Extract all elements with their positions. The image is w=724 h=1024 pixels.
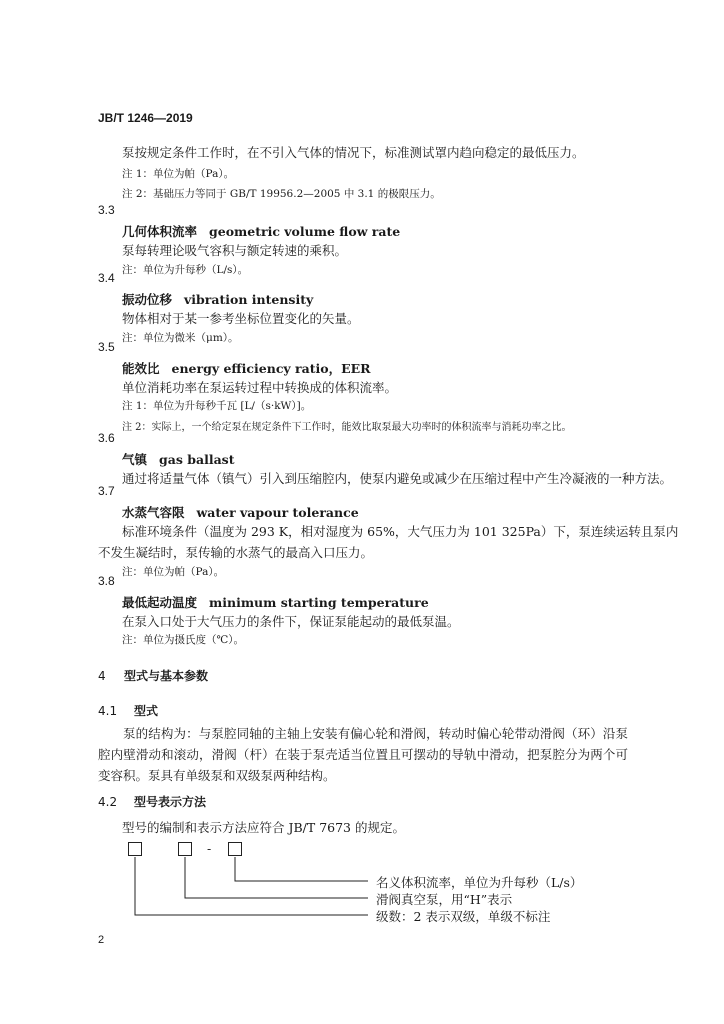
term-definition-continued: 不发生凝结时，泵传输的水蒸气的最高入口压力。 (98, 545, 374, 560)
term-en: energy efficiency ratio，EER (171, 361, 371, 376)
continuation-text: 泵按规定条件工作时，在不引入气体的情况下，标准测试罩内趋向稳定的最低压力。 (122, 145, 585, 160)
term-definition: 标准环境条件（温度为 293 K，相对湿度为 65%，大气压力为 101 325Pa）下，泵连续运转且泵内 (122, 524, 679, 539)
term-number: 3.8 (98, 574, 115, 588)
term-zh: 几何体积流率 (122, 224, 198, 239)
term-en: geometric volume flow rate (209, 224, 401, 239)
connector-flow-rate (235, 857, 368, 881)
term-number: 3.3 (98, 203, 115, 217)
term-definition: 泵每转理论吸气容积与额定转速的乘积。 (122, 243, 348, 258)
term-en: minimum starting temperature (209, 595, 429, 610)
section-title: 型号表示方法 (134, 795, 207, 809)
diagram-label-type: 滑阀真空泵，用“H”表示 (376, 892, 513, 907)
term-definition: 单位消耗功率在泵运转过程中转换成的体积流率。 (122, 380, 398, 395)
section-body: 型号的编制和表示方法应符合 JB/T 7673 的规定。 (122, 820, 405, 835)
section-body: 泵的结构为：与泵腔同轴的主轴上安装有偏心轮和滑阀，转动时偏心轮带动滑阀（环）沿泵腔内壁滑动和滚动，滑阀（杆）在装于泵壳适当位置且可摆动的导轨中滑动，把泵腔分为两个可变容积。泵具有单级泵和双级泵两种结构。 (98, 726, 628, 783)
term-definition: 物体相对于某一参考坐标位置变化的矢量。 (122, 311, 360, 326)
note-line: 注：单位为帕（Pa）。 (122, 566, 225, 578)
term-definition: 通过将适量气体（镇气）引入到压缩腔内，使泵内避免或减少在压缩过程中产生冷凝液的一种方法。 (122, 471, 673, 486)
note-line: 注 1：单位为升每秒千瓦 [L/（s·kW）]。 (122, 400, 312, 412)
code-box-flow-rate (228, 842, 242, 856)
term-definition: 在泵入口处于大气压力的条件下，保证泵能起动的最低泵温。 (122, 614, 460, 629)
note-line: 注：单位为微米（μm）。 (122, 332, 239, 344)
document-id-header: JB/T 1246—2019 (98, 111, 193, 125)
connector-stages (135, 857, 368, 915)
diagram-label-flow-rate: 名义体积流率，单位为升每秒（L/s） (376, 875, 583, 890)
term-en: vibration intensity (184, 292, 314, 307)
connector-type (185, 857, 368, 898)
term-number: 3.7 (98, 484, 115, 498)
diagram-label-stages: 级数：2 表示双级，单级不标注 (376, 909, 551, 924)
term-number: 3.5 (98, 340, 115, 354)
term-zh: 振动位移 (122, 292, 173, 307)
code-box-stages (128, 842, 142, 856)
term-en: water vapour tolerance (196, 505, 359, 520)
note-line: 注 1：单位为帕（Pa）。 (122, 168, 235, 180)
code-box-type (178, 842, 192, 856)
section-number: 4.1 (98, 704, 118, 718)
term-zh: 气镇 (122, 452, 148, 467)
note-line: 注 2：实际上，一个给定泵在规定条件下工作时，能效比取泵最大功率时的体积流率与消耗功率之比。 (122, 422, 572, 433)
note-line: 注：单位为升每秒（L/s）。 (122, 264, 249, 276)
note-line: 注 2：基础压力等同于 GB/T 19956.2—2005 中 3.1 的极限压力。 (122, 188, 441, 200)
section-title: 型式与基本参数 (124, 669, 209, 683)
term-number: 3.6 (98, 431, 115, 445)
term-en: gas ballast (159, 452, 235, 467)
section-title: 型式 (134, 704, 159, 718)
section-number: 4.2 (98, 795, 118, 809)
term-number: 3.4 (98, 271, 115, 285)
code-dash: - (207, 841, 212, 856)
note-line: 注：单位为摄氏度（℃）。 (122, 634, 244, 646)
term-zh: 最低起动温度 (122, 595, 198, 610)
page-number: 2 (98, 934, 105, 946)
section-number: 4 (98, 669, 106, 683)
term-zh: 水蒸气容限 (122, 505, 185, 520)
term-zh: 能效比 (122, 361, 160, 376)
